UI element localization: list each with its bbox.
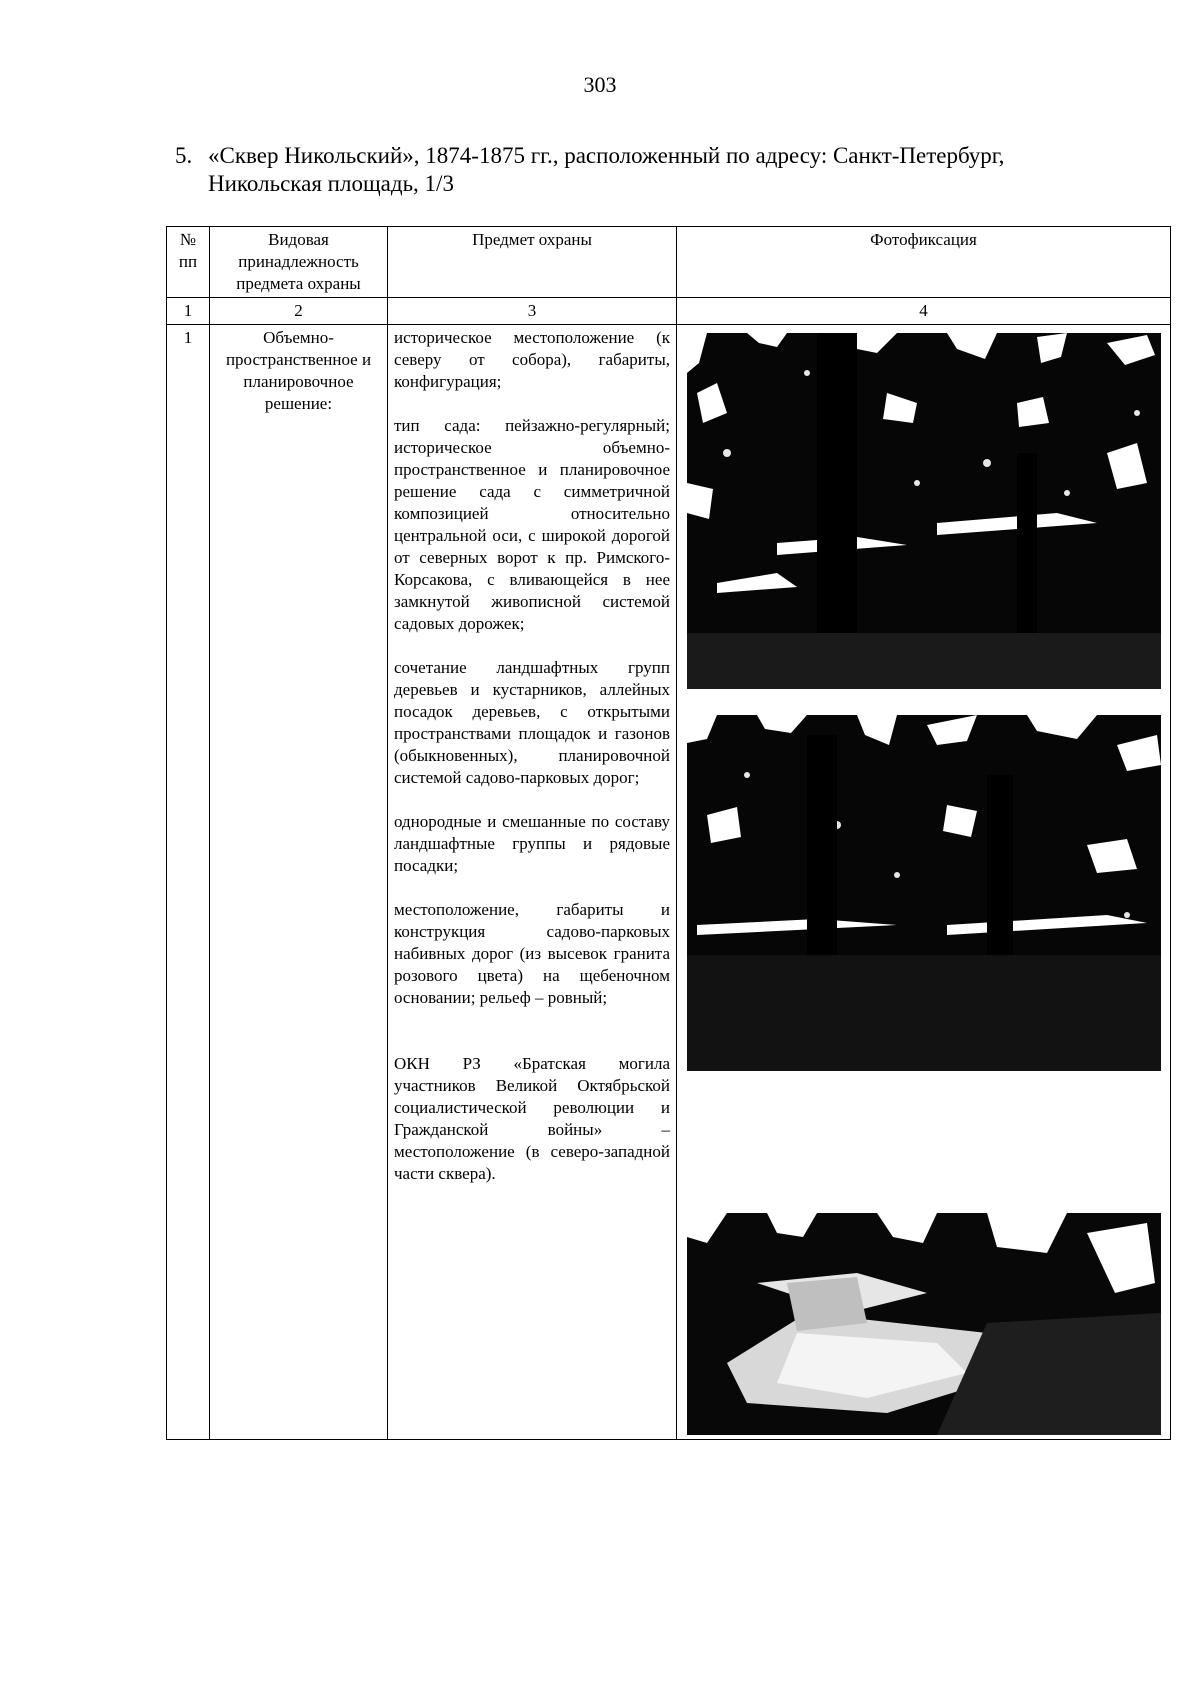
subject-paragraph: тип сада: пейзажно-регулярный; историческое объемно-пространственное и планировочное решение сада с симметричной композицией относительно центральной оси, с широкой дорогой от северных ворот к пр. Римского-Корсакова, с вливающейся в нее замкнутой живописной системой садовых дорожек; xyxy=(394,416,670,633)
subject-paragraph: сочетание ландшафтных групп деревьев и кустарников, аллейных посадок деревьев, с открытыми пространствами площадок и газонов (обыкновенных), планировочной системой садово-парковых дорог; xyxy=(394,658,670,787)
column-number: 4 xyxy=(677,298,1171,325)
header-type: Видовая принадлежность предмета охраны xyxy=(210,227,388,298)
subject-paragraph: историческое местоположение (к северу от собора), габариты, конфигурация; xyxy=(394,328,670,391)
table-row xyxy=(167,325,1171,1440)
heading-text: «Сквер Никольский», 1874-1875 гг., расположенный по адресу: Санкт-Петербург, Никольская площадь, 1/3 xyxy=(208,143,1005,196)
row-number: 1 xyxy=(167,325,210,1440)
subject-paragraph: ОКН РЗ «Братская могила участников Великой Октябрьской социалистической революции и Гражданской войны» – местоположение (в северо-западной части сквера). xyxy=(394,1054,670,1183)
header-row xyxy=(167,227,1171,298)
subject-paragraph: местоположение, габариты и конструкция садово-парковых набивных дорог (из высевок гранита розового цвета) на щебеночном основании; рельеф – ровный; xyxy=(394,900,670,1007)
protection-table xyxy=(166,226,1171,1440)
column-number: 3 xyxy=(388,298,677,325)
column-number: 2 xyxy=(210,298,388,325)
photo-garden-lawn xyxy=(687,715,1161,1071)
photo-memorial-grave xyxy=(687,1213,1161,1435)
header-photo: Фотофиксация xyxy=(677,227,1171,298)
header-number: № пп xyxy=(167,227,210,298)
document-heading xyxy=(175,142,1075,198)
row-type: Объемно-пространственное и планировочное решение: xyxy=(210,325,388,1440)
row-photos xyxy=(677,325,1171,1440)
column-number-row xyxy=(167,298,1171,325)
row-subject xyxy=(388,325,677,1440)
photo-garden-trees xyxy=(687,333,1161,689)
header-subject: Предмет охраны xyxy=(388,227,677,298)
column-number: 1 xyxy=(167,298,210,325)
subject-paragraph: однородные и смешанные по составу ландшафтные группы и рядовые посадки; xyxy=(394,812,670,875)
page-number: 303 xyxy=(583,72,617,97)
heading-number: 5. xyxy=(175,143,193,168)
